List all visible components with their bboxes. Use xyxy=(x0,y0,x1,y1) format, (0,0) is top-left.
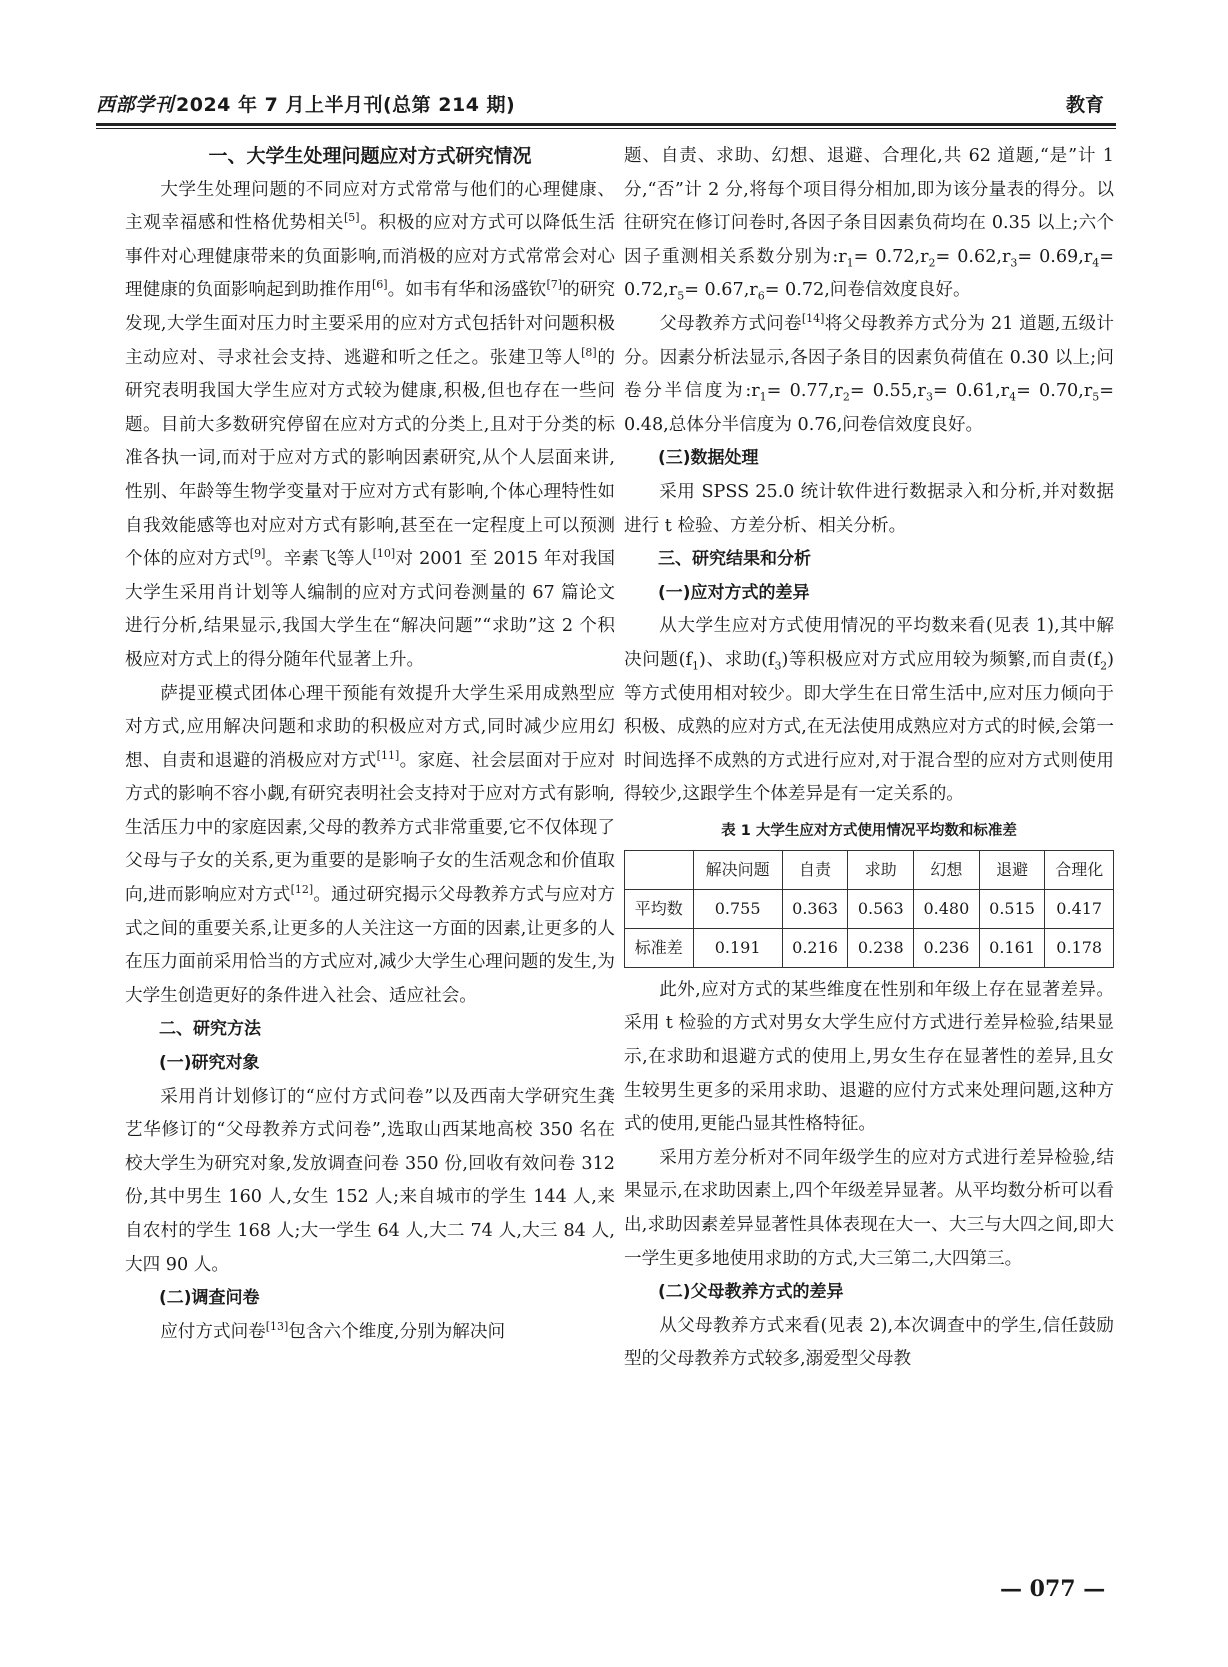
table-cell: 0.363 xyxy=(782,889,848,928)
table-cell: 0.480 xyxy=(914,889,980,928)
table-cell: 0.236 xyxy=(914,928,980,967)
paragraph: 此外,应对方式的某些维度在性别和年级上存在显著差异。采用 t 检验的方式对男女大学生应付方式进行差异检验,结果显示,在求助和退避方式的使用上,男女生存在显著性的差异,且女生较男生更多的采用求助、退避的应付方式来处理问题,这种方式的使用,更能凸显其性格特征。 xyxy=(624,979,1114,1135)
paragraph: 采用 SPSS 25.0 统计软件进行数据录入和分析,并对数据进行 t 检验、方差分析、相关分析。 xyxy=(624,481,1114,536)
subsection-heading: (二)父母教养方式的差异 xyxy=(658,1282,844,1303)
paragraph: 题、自责、求助、幻想、退避、合理化,共 62 道题,“是”计 1 分,“否”计 2 分,将每个项目得分相加,即为该分量表的得分。以往研究在修订问卷时,各因子条目因素负荷均在 0.35 以上;六个因子重测相关系数分别为$:r_1= 0.72,r_2= 0.62,r_3= 0.69,r_4= 0.72,r_5= 0.67,r_6= 0.72$,问卷信效度良好。 xyxy=(624,146,1114,303)
citation: [6] xyxy=(372,278,388,292)
citation: [11] xyxy=(376,748,400,762)
journal-issue: 2024 年 7 月上半月刊(总第 214 期) xyxy=(176,94,516,116)
table-header-cell: 解决问题 xyxy=(693,850,782,889)
table-header-cell: 退避 xyxy=(979,850,1045,889)
table-header-cell: 自责 xyxy=(782,850,848,889)
table-row-label: 标准差 xyxy=(625,928,694,967)
table-cell: 0.515 xyxy=(979,889,1045,928)
paragraph: 采用方差分析对不同年级学生的应对方式进行差异检验,结果显示,在求助因素上,四个年级差异显著。从平均数分析可以看出,求助因素差异显著性具体表现在大一、大三与大四之间,即大一学生更多地使用求助的方式,大三第二,大四第三。 xyxy=(624,1147,1114,1269)
citation: [14] xyxy=(801,312,825,326)
paragraph: 应付方式问卷[13]包含六个维度,分别为解决问 xyxy=(160,1319,506,1342)
section-heading-1: 一、大学生处理问题应对方式研究情况 xyxy=(208,145,532,167)
citation: [10] xyxy=(372,547,396,561)
subsection-heading: (一)应对方式的差异 xyxy=(658,582,810,603)
subsection-heading: (二)调查问卷 xyxy=(159,1288,260,1309)
table-header-cell xyxy=(625,850,694,889)
coping-style-table xyxy=(624,850,1114,968)
table-cell: 0.178 xyxy=(1045,928,1114,967)
table-cell: 0.563 xyxy=(848,889,914,928)
right-column xyxy=(624,140,1114,1377)
paragraph: 从大学生应对方式使用情况的平均数来看(见表 1),其中解决问题$(f_1)$、求助$(f_3)$等积极应对方式应用较为频繁,而自责$(f_2)$等方式使用相对较少。即大学生在日常生活中,应对压力倾向于积极、成熟的应对方式,在无法使用成熟应对方式的时候,会第一时间选择不成熟的方式进行应对,对于混合型的应对方式则使用得较少,这跟学生个体差异是有一定关系的。 xyxy=(624,616,1114,805)
table-cell: 0.755 xyxy=(693,889,782,928)
table-row-label: 平均数 xyxy=(625,889,694,928)
section-heading-2: 二、研究方法 xyxy=(159,1019,261,1040)
citation: [9] xyxy=(249,547,266,561)
table-header-cell: 合理化 xyxy=(1045,850,1114,889)
journal-title xyxy=(96,90,515,117)
table-cell: 0.417 xyxy=(1045,889,1114,928)
citation: [8] xyxy=(581,345,597,359)
running-header xyxy=(96,90,1116,120)
table-header-row xyxy=(625,850,1114,889)
page-number: — 077 — xyxy=(1000,1576,1106,1602)
table-header-cell: 幻想 xyxy=(914,850,980,889)
paragraph: 采用肖计划修订的“应付方式问卷”以及西南大学研究生龚艺华修订的“父母教养方式问卷”,选取山西某地高校 350 名在校大学生为研究对象,发放调查问卷 350 份,回收有效问卷 312 份,其中男生 160 人,女生 152 人;来自城市的学生 144 人,来自农村的学生 168 人;大一学生 64 人,大二 74 人,大三 84 人,大四 90 人。 xyxy=(125,1086,615,1275)
subsection-heading: (三)数据处理 xyxy=(658,448,759,469)
section-heading-3: 三、研究结果和分析 xyxy=(658,549,811,570)
paragraph: 大学生处理问题的不同应对方式常常与他们的心理健康、主观幸福感和性格优势相关[5]。积极的应对方式可以降低生活事件对心理健康带来的负面影响,而消极的应对方式常常会对心理健康的负面影响起到助推作用[6]。如韦有华和汤盛钦[7]的研究发现,大学生面对压力时主要采用的应对方式包括针对问题积极主动应对、寻求社会支持、逃避和听之任之。张建卫等人[8]的研究表明我国大学生应对方式较为健康,积极,但也存在一些问题。目前大多数研究停留在应对方式的分类上,且对于分类的标准各执一词,而对于应对方式的影响因素研究,从个人层面来讲,性别、年龄等生物学变量对于应对方式有影响,个体心理特性如自我效能感等也对应对方式有影响,甚至在一定程度上可以预测个体的应对方式[9]。辛素飞等人[10]对 2001 至 2015 年对我国大学生采用肖计划等人编制的应对方式问卷测量的 67 篇论文进行分析,结果显示,我国大学生在“解决问题”“求助”这 2 个积极应对方式上的得分随年代显著上升。 xyxy=(125,179,615,670)
citation: [7] xyxy=(546,278,563,292)
table-header-cell: 求助 xyxy=(848,850,914,889)
section-name: 教育 xyxy=(1065,94,1104,116)
journal-logo: 西部学刊 xyxy=(96,94,175,116)
citation: [5] xyxy=(343,211,360,225)
paragraph: 萨提亚模式团体心理干预能有效提升大学生采用成熟型应对方式,应用解决问题和求助的积极应对方式,同时减少应用幻想、自责和退避的消极应对方式[11]。家庭、社会层面对于应对方式的影响不容小觑,有研究表明社会支持对于应对方式有影响,生活压力中的家庭因素,父母的教养方式非常重要,它不仅体现了父母与子女的关系,更为重要的是影响子女的生活观念和价值取向,进而影响应对方式[12]。通过研究揭示父母教养方式与应对方式之间的重要关系,让更多的人关注这一方面的因素,让更多的人在压力面前采用恰当的方式应对,减少大学生心理问题的发生,为大学生创造更好的条件进入社会、适应社会。 xyxy=(125,683,615,1006)
citation: [13] xyxy=(265,1319,289,1333)
table-cell: 0.238 xyxy=(848,928,914,967)
header-rule xyxy=(96,123,1116,126)
table-row xyxy=(625,889,1114,928)
table-row xyxy=(625,928,1114,967)
paragraph: 从父母教养方式来看(见表 2),本次调查中的学生,信任鼓励型的父母教养方式较多,溺爱型父母教 xyxy=(624,1315,1114,1370)
header-rule-thin xyxy=(96,128,1116,129)
table-cell: 0.216 xyxy=(782,928,848,967)
paragraph: 父母教养方式问卷[14]将父母教养方式分为 21 道题,五级计分。因素分析法显示,各因子条目的因素负荷值在 0.30 以上;问卷分半信度为$:r_1= 0.77,r_2= 0.55,r_3= 0.61,r_4= 0.70,r_5= 0.48$,总体分半信度为 0.76,问卷信效度良好。 xyxy=(624,312,1114,435)
table-cell: 0.191 xyxy=(693,928,782,967)
subsection-heading: (一)研究对象 xyxy=(159,1053,260,1074)
table-cell: 0.161 xyxy=(979,928,1045,967)
table-caption: 表 1 大学生应对方式使用情况平均数和标准差 xyxy=(721,822,1017,839)
citation: [12] xyxy=(290,883,314,897)
left-column xyxy=(125,140,615,1349)
